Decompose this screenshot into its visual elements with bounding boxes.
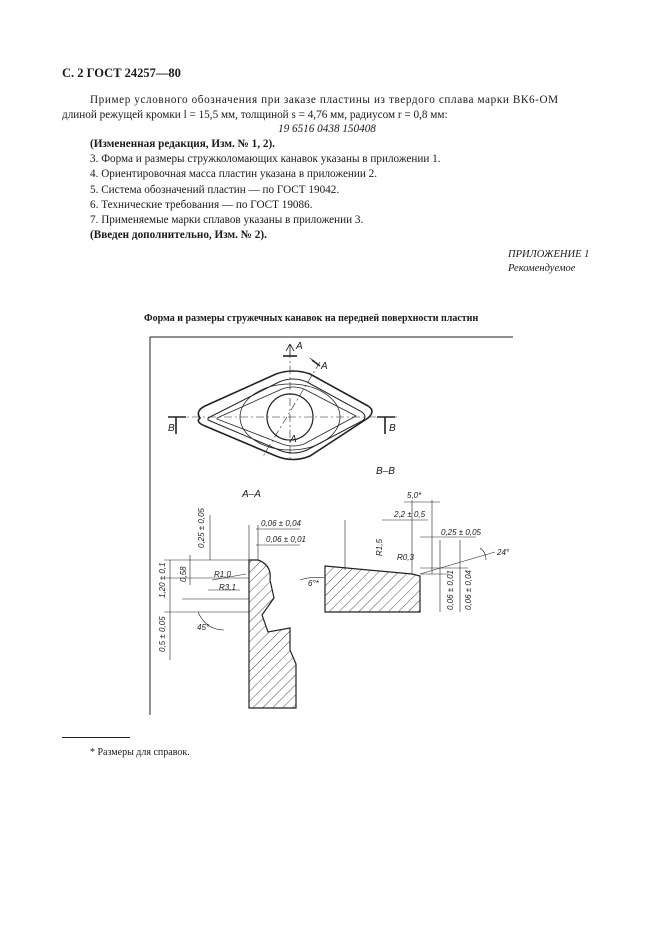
appendix-subtitle: Рекомендуемое — [508, 263, 576, 274]
clause-item: 6. Технические требования — по ГОСТ 19086. — [90, 198, 313, 211]
dim-r10: R1,0 — [214, 570, 231, 579]
footnote: * Размеры для справок. — [90, 747, 190, 758]
example-line-2: длиной режущей кромки l = 15,5 мм, толщиной s = 4,76 мм, радиусом r = 0,8 мм: — [62, 109, 448, 121]
dim-006-004-b: 0,06 ± 0,04 — [464, 570, 473, 610]
cut-label-a3: A — [290, 434, 297, 445]
clause-item: 4. Ориентировочная масса пластин указана в приложении 2. — [90, 168, 378, 181]
page-header: С. 2 ГОСТ 24257—80 — [62, 66, 181, 80]
dim-006-001-b: 0,06 ± 0,01 — [446, 570, 455, 610]
appendix-title: ПРИЛОЖЕНИЕ 1 — [508, 249, 590, 260]
dim-025-005-h: 0,25 ± 0,05 — [441, 528, 481, 537]
footnote-separator — [62, 737, 130, 738]
dim-r31: R3,1 — [219, 583, 236, 592]
dim-r15: R1,5 — [375, 539, 384, 556]
dim-05-005: 0,5 ± 0,05 — [158, 616, 167, 652]
clause-item: 5. Система обозначений пластин — по ГОСТ 19042. — [90, 183, 340, 196]
amendment-note: (Введен дополнительно, Изм. № 2). — [90, 229, 267, 242]
cut-label-a1: A — [296, 341, 303, 352]
insert-plan-view — [168, 344, 400, 462]
dim-22: 2,2 ± 0,5 — [394, 510, 426, 519]
dim-006-001-a: 0,06 ± 0,01 — [266, 535, 306, 544]
dim-24: 24° — [497, 548, 510, 557]
figure-title: Форма и размеры стружечных канавок на передней поверхности пластин — [144, 313, 479, 324]
dim-058: 0,58 — [179, 566, 188, 582]
view-label-bb: B–B — [376, 466, 395, 477]
designation-code: 19 6516 0438 150408 — [278, 123, 376, 135]
dim-6: 6°* — [308, 579, 319, 588]
view-label-aa: A–A — [242, 489, 261, 500]
dim-r03: R0,3 — [397, 553, 414, 562]
example-line-1: Пример условного обозначения при заказе пластины из твердого сплава марки ВК6-ОМ — [90, 94, 559, 106]
dim-45: 45° — [197, 623, 210, 632]
dim-006-004-a: 0,06 ± 0,04 — [261, 519, 301, 528]
amendment-note: (Измененная редакция, Изм. № 1, 2). — [90, 138, 275, 150]
clause-item: 7. Применяемые марки сплавов указаны в приложении 3. — [90, 214, 364, 226]
dim-025-005-v: 0,25 ± 0,05 — [197, 508, 206, 548]
cut-label-b2: B — [389, 423, 396, 434]
clause-item: 3. Форма и размеры стружколомающих канавок указаны в приложении 1. — [90, 153, 441, 166]
cut-label-b1: B — [168, 423, 175, 434]
dim-120: 1,20 ± 0,1 — [158, 562, 167, 598]
cut-label-a2: A — [321, 361, 328, 372]
dim-50: 5,0* — [407, 491, 422, 500]
